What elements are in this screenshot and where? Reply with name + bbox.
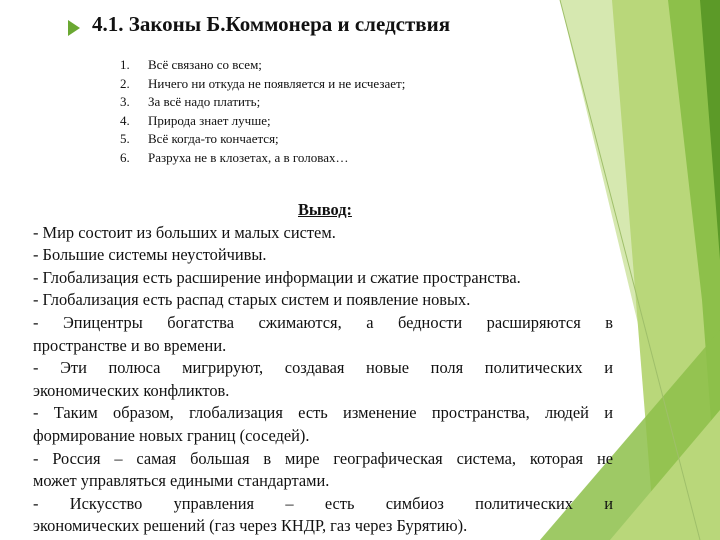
list-item-text: Ничего ни откуда не появляется и не исчезает; bbox=[148, 75, 406, 91]
conclusion-block bbox=[33, 199, 613, 538]
list-item-text: Всё связано со всем; bbox=[148, 57, 262, 72]
list-item bbox=[120, 112, 405, 131]
conclusion-line: - Эпицентры богатства сжимаются, а бедности расширяются в bbox=[33, 312, 613, 332]
conclusion-line: - Искусство управления – есть симбиоз политических и bbox=[33, 493, 613, 513]
list-item-number: 4. bbox=[120, 112, 130, 128]
list-item-text: Всё когда-то кончается; bbox=[148, 131, 279, 146]
list-item-text: Разруха не в клозетах, а в головах… bbox=[148, 149, 349, 165]
conclusion-line: - Большие системы неустойчивы. bbox=[33, 245, 267, 265]
list-item-number: 2. bbox=[120, 75, 130, 91]
conclusion-line: - Глобализация есть распад старых систем и появление новых. bbox=[33, 290, 471, 310]
list-item-number: 6. bbox=[120, 149, 130, 165]
conclusion-line: - Россия – самая большая в мире географическая система, которая не bbox=[33, 448, 613, 468]
list-item bbox=[120, 149, 405, 168]
list-item-text: Природа знает лучше; bbox=[148, 112, 271, 128]
conclusion-heading: Вывод: bbox=[298, 200, 352, 219]
conclusion-line: - Эти полюса мигрируют, создавая новые поля политических и bbox=[33, 358, 613, 378]
list-item bbox=[120, 130, 405, 149]
list-item bbox=[120, 93, 405, 112]
conclusion-line: пространстве и во времени. bbox=[33, 335, 227, 355]
list-item-number: 1. bbox=[120, 57, 130, 72]
list-item-text: За всё надо платить; bbox=[148, 94, 261, 109]
conclusion-line: - Таким образом, глобализация есть изменение пространства, людей и bbox=[33, 403, 613, 423]
list-item bbox=[120, 75, 405, 94]
list-item-number: 3. bbox=[120, 94, 130, 109]
laws-list bbox=[120, 56, 405, 167]
conclusion-line: - Мир состоит из больших и малых систем. bbox=[33, 222, 336, 242]
list-item bbox=[120, 56, 405, 75]
page-title: 4.1. Законы Б.Коммонера и следствия bbox=[92, 12, 451, 36]
conclusion-line: формирование новых границ (соседей). bbox=[33, 425, 310, 445]
conclusion-line: - Глобализация есть расширение информации и сжатие пространства. bbox=[33, 267, 521, 287]
list-item-number: 5. bbox=[120, 131, 130, 146]
conclusion-line: экономических решений (газ через КНДР, газ через Бурятию). bbox=[33, 516, 468, 536]
conclusion-line: может управляться едиными стандартами. bbox=[33, 471, 330, 491]
title-bullet-icon bbox=[68, 20, 80, 36]
conclusion-line: экономических конфликтов. bbox=[33, 380, 230, 400]
